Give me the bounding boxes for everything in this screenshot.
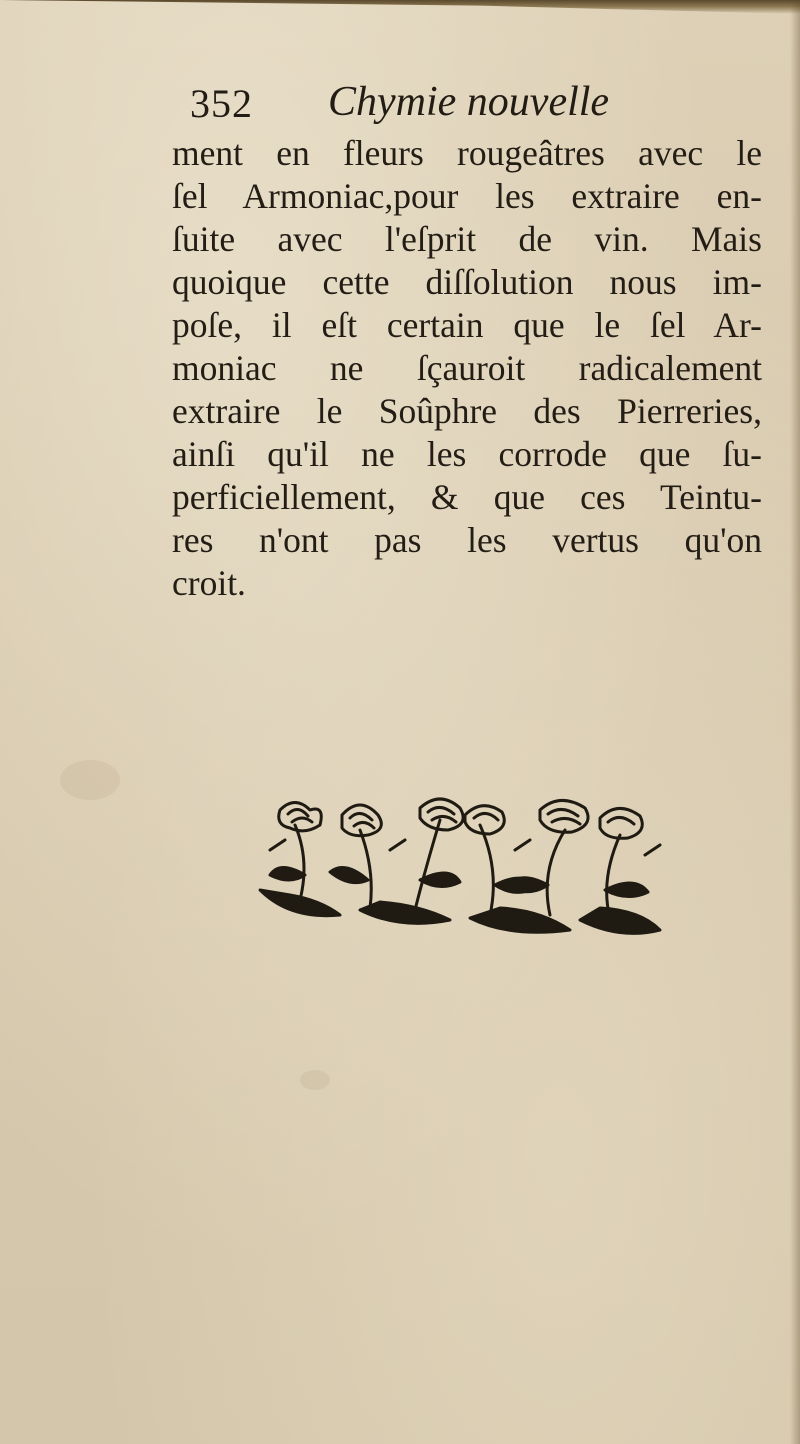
paper-stain bbox=[60, 760, 120, 800]
running-title: Chymie nouvelle bbox=[328, 79, 610, 125]
page-top-edge bbox=[0, 0, 800, 14]
text-line: ment en fleurs rougeâtres avec le bbox=[172, 133, 762, 173]
text-line: ſuite avec l'eſprit de vin. Mais bbox=[172, 219, 762, 259]
text-line: ainſi qu'il ne les corrode que ſu- bbox=[172, 434, 762, 474]
text-line: poſe, il eſt certain que le ſel Ar- bbox=[172, 305, 762, 345]
text-line: extraire le Soûphre des Pierreries, bbox=[172, 391, 762, 431]
text-line: croit. bbox=[172, 563, 246, 603]
text-line: res n'ont pas les vertus qu'on bbox=[172, 520, 762, 560]
floral-woodcut-icon bbox=[250, 790, 670, 940]
text-line: moniac ne ſçauroit radicalement bbox=[172, 348, 762, 388]
page-number: 352 bbox=[190, 81, 253, 126]
page-right-shadow bbox=[790, 0, 800, 1444]
text-line: quoique cette diſſolution nous im- bbox=[172, 262, 762, 302]
body-text bbox=[172, 132, 762, 605]
paper-stain bbox=[300, 1070, 330, 1090]
text-line: perficiellement, & que ces Teintu- bbox=[172, 477, 762, 517]
text-line: ſel Armoniac,pour les extraire en- bbox=[172, 176, 762, 216]
page-header bbox=[190, 78, 750, 128]
